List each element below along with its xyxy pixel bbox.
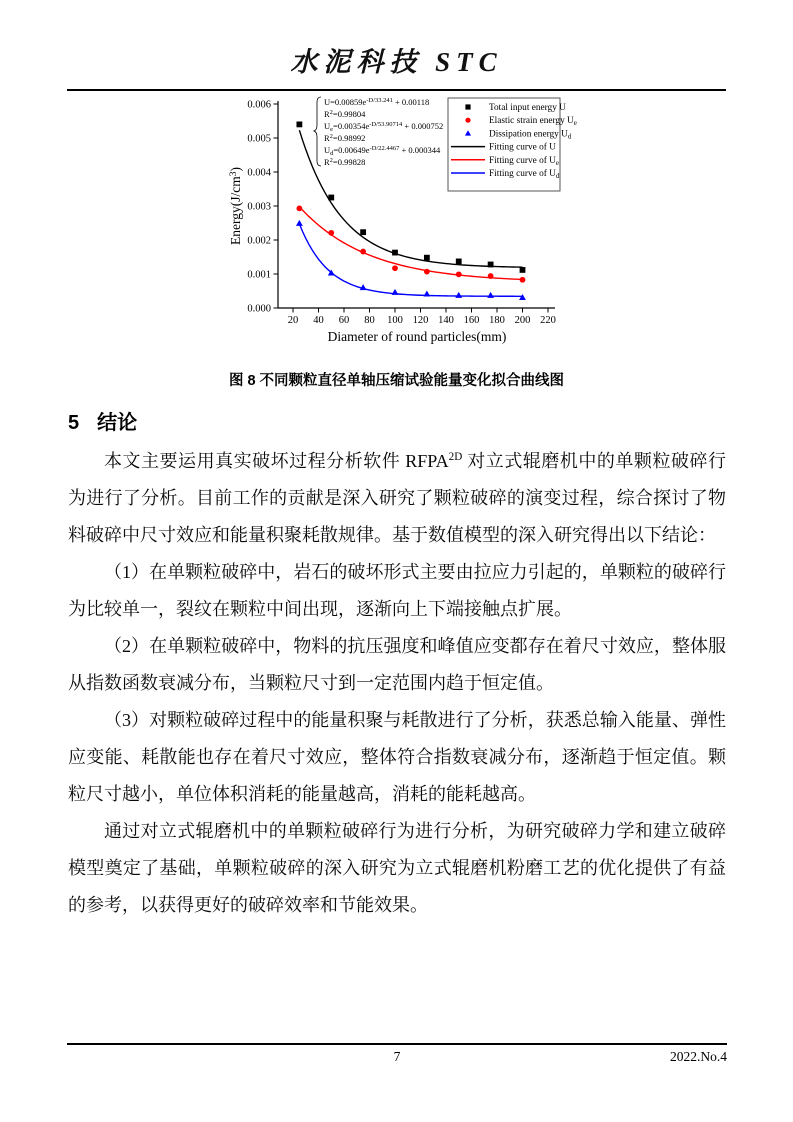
svg-text:120: 120	[412, 315, 428, 326]
svg-text:0.002: 0.002	[246, 235, 271, 247]
svg-text:R2=0.98992: $R^2=0.98992$	[323, 133, 365, 143]
svg-text:R2=0.99804: $R^2=0.99804$	[323, 109, 365, 119]
svg-text:Fitting curve of Ue: Fitting curve of $U_e$	[488, 155, 559, 167]
svg-text:20: 20	[287, 315, 298, 326]
energy-chart	[217, 93, 577, 365]
svg-text:180: 180	[488, 315, 505, 326]
figure-caption: 图 8 不同颗粒直径单轴压缩试验能量变化拟合曲线图	[228, 373, 565, 389]
paragraph-text: 对立式辊磨机中的单颗粒破碎行为进行了分析。目前工作的贡献是深入研究了颗粒破碎的演变过程，综合探讨了物料破碎中尺寸效应和能量积聚耗散规律。基于数值模型的深入研究得出以下结论：	[68, 451, 726, 545]
svg-text:100: 100	[386, 315, 403, 326]
page-number: 7	[393, 1049, 401, 1064]
svg-text:Fitting curve of U: Fitting curve of U	[488, 142, 556, 153]
figure-8	[0, 93, 793, 390]
paragraph-conclusion-1: （1）在单颗粒破碎中，岩石的破坏形式主要由拉应力引起的，单颗粒的破碎行为比较单一，裂纹在颗粒中间出现，逐渐向上下端接触点扩展。	[68, 562, 726, 619]
svg-text:Fitting curve of Ud: Fitting curve of $U_d$	[488, 169, 559, 180]
journal-header	[0, 0, 793, 79]
x-axis-title: Diameter of round particles(mm)	[327, 329, 506, 344]
header-divider	[67, 89, 726, 91]
paragraph-intro	[68, 443, 726, 554]
fit-equations	[314, 97, 443, 167]
svg-text:220: 220	[539, 315, 556, 326]
svg-text:0.003: 0.003	[246, 201, 271, 213]
svg-text:200: 200	[514, 315, 530, 326]
svg-text:0.006: 0.006	[246, 99, 271, 111]
section-heading	[68, 406, 793, 435]
svg-text:0.000: 0.000	[246, 303, 271, 315]
issue-label: 2022.No.4	[670, 1049, 727, 1064]
svg-text:U=0.00859e-D/33.241 + 0.00118: $U=0.00859e^{-D/33.241} + 0.00118$	[323, 96, 429, 107]
section-title: 结论	[97, 412, 138, 434]
paragraph-closing: 通过对立式辊磨机中的单颗粒破碎行为进行分析，为研究破碎力学和建立破碎模型奠定了基础，单颗粒破碎的深入研究为立式辊磨机粉磨工艺的优化提供了有益的参考，以获得更好的破碎效率和节能效果。	[68, 821, 726, 915]
svg-text:R2=0.99828: $R^2=0.99828$	[323, 157, 365, 167]
svg-text:40: 40	[312, 315, 324, 326]
svg-text:160: 160	[463, 315, 479, 326]
section-number: 5	[68, 412, 80, 434]
svg-text:0.005: 0.005	[246, 133, 271, 145]
page-footer	[67, 1043, 727, 1064]
paragraph-conclusion-2: （2）在单颗粒破碎中，物料的抗压强度和峰值应变都存在着尺寸效应，整体服从指数函数衰减分布，当颗粒尺寸到一定范围内趋于恒定值。	[68, 636, 726, 693]
footer-divider	[67, 1043, 727, 1045]
y-axis-title: $Energy(J/cm^3)$	[227, 167, 243, 245]
svg-text:Dissipation energy Ud: Dissipation energy $U_d$	[488, 129, 571, 141]
svg-text:0.004: 0.004	[246, 167, 271, 179]
svg-text:140: 140	[437, 315, 454, 326]
svg-text:0.001: 0.001	[246, 269, 271, 281]
legend	[448, 98, 577, 191]
svg-text:60: 60	[338, 315, 349, 326]
svg-text:Ue=0.00354e-D/53.90714 + 0.000: $U_e=0.00354e^{-D/53.90714} + 0.000752$	[323, 120, 443, 134]
paragraph-conclusion-3: （3）对颗粒破碎过程中的能量积聚与耗散进行了分析，获悉总输入能量、弹性应变能、耗散能也存在着尺寸效应，整体符合指数衰减分布，逐渐趋于恒定值。颗粒尺寸越小，单位体积消耗的能量越高，消耗的能耗越高。	[68, 710, 726, 804]
svg-text:Ud=0.00649e-D/22.4467 + 0.0003: $U_d=0.00649e^{-D/22.4467} + 0.000344$	[323, 144, 440, 158]
rfpa-2d-superscript: 2D	[448, 451, 463, 463]
svg-text:Total input energy U: Total input energy U	[488, 103, 566, 113]
paragraph-text: 本文主要运用真实破坏过程分析软件 RFPA	[104, 451, 449, 471]
journal-title: 水泥科技 STC	[290, 47, 503, 77]
svg-text:80: 80	[363, 315, 375, 326]
svg-text:Elastic strain energy Ue: Elastic strain energy $U_e$	[488, 116, 577, 128]
